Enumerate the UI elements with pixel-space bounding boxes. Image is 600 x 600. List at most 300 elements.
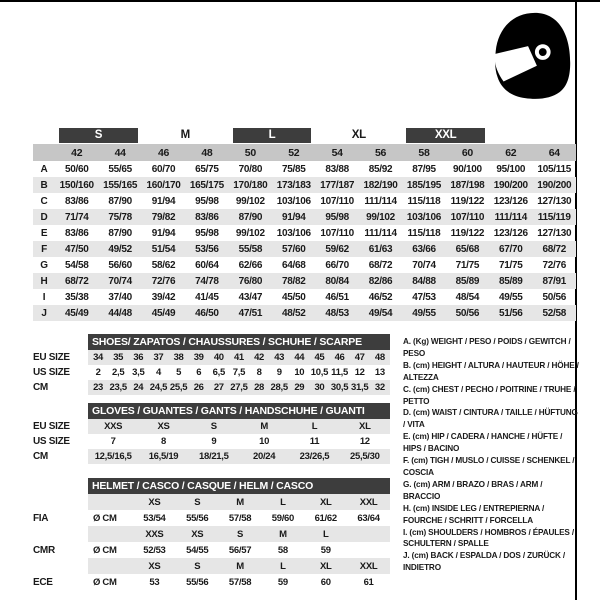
measurement-value: 39/42 (151, 291, 176, 303)
helmet-value: 54/55 (186, 544, 209, 556)
size-value: 11,5 (331, 367, 348, 378)
legend-item: I. (cm) SHOULDERS / HOMBROS / ÉPAULES / SCHULTERN / SPALLE (403, 527, 574, 549)
helmet-value: 53 (149, 576, 160, 588)
size-value: 7,5 (232, 367, 246, 378)
helmet-size: XS (133, 494, 176, 510)
measurement-value: 105/115 (537, 163, 571, 175)
measurement-row (33, 273, 576, 289)
row-letter: F (33, 241, 55, 257)
helmet-size (347, 526, 390, 542)
measurement-value: 55/65 (108, 163, 132, 175)
row-letter: I (42, 291, 46, 303)
measurement-value: 51/56 (489, 305, 532, 321)
helmet-size: L (261, 494, 304, 510)
measurement-value: 47/51 (229, 305, 272, 321)
section-title-row (33, 478, 390, 494)
size-value: 10 (259, 436, 270, 447)
size-value: 23/26,5 (289, 449, 339, 464)
measurement-value: 46/50 (185, 305, 228, 321)
helmet-value: 57/58 (228, 576, 252, 588)
measurement-value: 99/102 (359, 209, 402, 225)
measurement-value: 71/75 (455, 259, 480, 271)
helmet-value: 61/62 (314, 512, 337, 524)
size-value: 4 (155, 367, 161, 378)
size-value: 23 (88, 380, 108, 395)
measurement-value: 123/126 (493, 227, 528, 239)
measurement-value: 87/90 (108, 195, 132, 207)
size-row (33, 380, 390, 395)
size-number: 44 (98, 144, 141, 161)
size-value: 9 (211, 436, 217, 447)
size-value: 25,5 (169, 382, 188, 393)
racing-helmet-icon (482, 5, 580, 105)
measurement-value: 90/100 (452, 163, 482, 175)
measurement-row (33, 241, 576, 257)
size-value: 12,5/16,5 (88, 449, 138, 464)
size-number: 56 (359, 144, 402, 161)
size-value: 31,5 (351, 382, 369, 393)
helmet-size: XXS (133, 526, 176, 542)
size-value: 18/21,5 (189, 449, 239, 464)
measurement-value: 177/187 (315, 177, 358, 193)
size-value: 37 (148, 350, 168, 365)
measurement-value: 95/98 (315, 209, 358, 225)
measurement-value: 107/110 (320, 195, 354, 207)
size-value: 24,5 (149, 382, 168, 393)
helmet-size: XS (133, 558, 176, 574)
measurement-value: 53/56 (185, 241, 228, 257)
measurement-value: 49/52 (98, 241, 141, 257)
size-value: 47 (350, 350, 370, 365)
measurement-value: 80/84 (315, 273, 358, 289)
size-value: 41 (229, 350, 249, 365)
measurement-value: 84/88 (402, 273, 445, 289)
measurement-value: 165/175 (185, 177, 228, 193)
measurement-value: 91/94 (151, 227, 176, 239)
measurement-value: 49/54 (359, 305, 402, 321)
measurement-value: 75/85 (281, 163, 306, 175)
size-group-label: XXL (406, 128, 485, 143)
helmet-value-row (33, 510, 390, 526)
helmet-value: 59 (277, 576, 288, 588)
section-title-row (33, 403, 390, 419)
measurement-value: 59/62 (315, 241, 358, 257)
measurement-value: 71/75 (499, 259, 523, 271)
measurement-value: 85/92 (368, 163, 393, 175)
measurement-value: 99/102 (235, 195, 265, 207)
measurement-value: 60/64 (195, 259, 219, 271)
size-value: 25,5/30 (340, 449, 390, 464)
measurement-row (33, 177, 576, 193)
size-value: 10 (294, 367, 305, 378)
size-number: 58 (402, 144, 445, 161)
measurement-row (33, 257, 576, 273)
size-number: 50 (229, 144, 272, 161)
size-row (33, 434, 390, 449)
measurement-value: 62/66 (238, 259, 263, 271)
row-label: CM (33, 449, 88, 464)
size-value: 40 (209, 350, 229, 365)
measurement-value: 187/198 (446, 177, 489, 193)
measurement-value: 83/86 (64, 195, 89, 207)
helmet-value: 60 (320, 576, 331, 588)
size-number: 62 (489, 144, 532, 161)
measurement-value: 87/90 (108, 227, 132, 239)
measurement-value: 49/55 (402, 305, 445, 321)
helmet-size: M (219, 494, 262, 510)
size-group-label: XL (351, 128, 366, 141)
measurement-value: 107/110 (320, 227, 354, 239)
measurement-row (33, 193, 576, 209)
size-value: 39 (189, 350, 209, 365)
measurement-value: 64/68 (281, 259, 306, 271)
measurement-value: 95/100 (496, 163, 526, 175)
measurement-value: 83/86 (185, 209, 228, 225)
measurement-value: 51/54 (142, 241, 185, 257)
helmet-value: 52/53 (143, 544, 166, 556)
size-value: 6,5 (212, 367, 225, 378)
size-value: 27 (209, 380, 229, 395)
unit-label: Ø CM (93, 512, 117, 524)
measurement-value: 74/78 (185, 273, 228, 289)
standard-label: ECE (33, 574, 88, 590)
size-value: 34 (88, 350, 108, 365)
size-value: 10,5 (310, 367, 329, 378)
size-value: 28,5 (270, 382, 288, 393)
size-value: 43 (269, 350, 289, 365)
unit-label: Ø CM (93, 544, 117, 556)
measurement-value: 54/58 (64, 259, 89, 271)
row-letter: B (33, 177, 55, 193)
size-row (33, 449, 390, 464)
helmet-size: S (176, 558, 219, 574)
measurement-value: 87/91 (532, 273, 576, 289)
size-value: 48 (370, 350, 390, 365)
size-number: 46 (142, 144, 185, 161)
row-letter: H (33, 273, 55, 289)
helmet-size: XXL (347, 494, 390, 510)
measurement-value: 95/98 (195, 227, 219, 239)
measurement-value: 72/76 (142, 273, 185, 289)
helmet-size: S (176, 494, 219, 510)
helmet-value-row (33, 542, 390, 558)
size-value: 38 (169, 350, 189, 365)
measurement-row (33, 225, 576, 241)
gloves-size-table (33, 403, 390, 464)
helmet-value: 56/57 (228, 544, 252, 556)
size-value: 30 (309, 380, 329, 395)
size-value: 35 (108, 350, 128, 365)
row-label: EU SIZE (33, 350, 88, 365)
measurement-value: 52/58 (532, 305, 576, 321)
measurement-value: 155/165 (98, 177, 141, 193)
helmet-size-table (33, 478, 390, 590)
measurement-row (33, 209, 576, 225)
size-value: 32 (370, 380, 390, 395)
measurement-value: 182/190 (359, 177, 402, 193)
measurement-value: 83/86 (64, 227, 89, 239)
measurement-value: 150/160 (55, 177, 98, 193)
measurement-value: 87/95 (412, 163, 436, 175)
size-number: 42 (55, 144, 98, 161)
measurement-value: 173/183 (272, 177, 315, 193)
size-number: 54 (315, 144, 358, 161)
size-value: 20/24 (239, 449, 289, 464)
size-value: 7 (110, 436, 116, 447)
measurement-value: 99/102 (235, 227, 265, 239)
helmet-size: L (304, 526, 347, 542)
measurement-value: 103/106 (276, 195, 311, 207)
measurement-value: 111/114 (489, 209, 532, 225)
measurement-value: 35/38 (64, 291, 89, 303)
measurement-value: 76/80 (229, 273, 272, 289)
size-value: S (189, 419, 239, 434)
size-value: 8 (256, 367, 262, 378)
helmet-size-row (33, 558, 390, 574)
measurement-value: 185/195 (402, 177, 445, 193)
size-value: 46 (330, 350, 350, 365)
size-value: 13 (374, 367, 385, 378)
helmet-value-row (33, 574, 390, 590)
measurement-value: 170/180 (229, 177, 272, 193)
size-number: 52 (272, 144, 315, 161)
size-value: 24 (128, 380, 148, 395)
helmet-size: XS (176, 526, 219, 542)
measurement-value: 190/200 (532, 177, 576, 193)
measurement-value: 46/51 (325, 291, 349, 303)
measurement-value: 103/106 (276, 227, 311, 239)
size-value: 9 (276, 367, 282, 378)
measurement-value: 61/63 (359, 241, 402, 257)
measurement-value: 103/106 (402, 209, 445, 225)
measurement-value: 119/122 (450, 195, 485, 207)
size-value: 16,5/19 (138, 449, 188, 464)
size-number-row (33, 144, 576, 161)
row-label: CM (33, 380, 88, 395)
measurement-value: 72/76 (542, 259, 566, 271)
legend-item: C. (cm) CHEST / PECHO / POITRINE / TRUHE / PETTO (403, 384, 576, 406)
legend-item: E. (cm) HIP / CADERA / HANCHE / HÜFTE / HIPS / BACINO (403, 432, 563, 454)
measurement-value: 43/47 (238, 291, 263, 303)
row-letter: A (40, 163, 48, 175)
measurement-value: 45/50 (281, 291, 306, 303)
helmet-value: 59/60 (271, 512, 295, 524)
frame-top-border (0, 0, 600, 2)
helmet-value: 61 (363, 576, 374, 588)
helmet-value: 57/58 (228, 512, 252, 524)
legend-item: A. (Kg) WEIGHT / PESO / POIDS / GEWITCH / PESO (403, 337, 571, 358)
size-value: 12 (359, 436, 370, 447)
measurement-value: 55/58 (229, 241, 272, 257)
row-letter: E (40, 227, 48, 239)
measurement-value: 44/48 (98, 305, 141, 321)
measurement-value: 119/122 (450, 227, 485, 239)
textile-size-table (33, 126, 576, 321)
measurement-value: 50/56 (446, 305, 489, 321)
measurement-value: 91/94 (272, 209, 315, 225)
size-number: 64 (532, 144, 576, 161)
row-letter: G (40, 259, 48, 271)
measurement-value: 47/53 (412, 291, 436, 303)
legend-item: F. (cm) TIGH / MUSLO / CUISSE / SCHENKEL / COSCIA (403, 456, 575, 477)
measurement-value: 37/40 (108, 291, 132, 303)
helmet-value: 58 (277, 544, 288, 556)
measurement-value: 68/72 (55, 273, 98, 289)
measurement-value: 71/74 (55, 209, 98, 225)
measurement-value: 79/82 (142, 209, 185, 225)
helmet-value: 55/56 (186, 576, 209, 588)
measurement-value: 56/60 (108, 259, 132, 271)
size-number: 48 (185, 144, 228, 161)
size-value: 44 (289, 350, 309, 365)
helmet-value: 59 (320, 544, 331, 556)
helmet-size: XL (304, 558, 347, 574)
size-group-label (493, 128, 528, 143)
size-value: 26 (189, 380, 209, 395)
measurement-value: 85/89 (489, 273, 532, 289)
measurement-value: 67/70 (489, 241, 532, 257)
legend-item: G. (cm) ARM / BRAZO / BRAS / ARM / BRACCIO (403, 479, 543, 501)
size-value: 5 (176, 367, 182, 378)
helmet-size-row (33, 494, 390, 510)
size-value: 2,5 (112, 367, 125, 378)
size-value: M (239, 419, 289, 434)
measurement-value: 160/170 (142, 177, 185, 193)
size-value: 30,5 (330, 382, 349, 393)
measurement-value: 82/86 (359, 273, 402, 289)
section-title-row (33, 334, 390, 350)
measurement-row (33, 289, 576, 305)
size-value: 6 (196, 367, 202, 378)
size-value: 28 (249, 380, 269, 395)
size-value: 8 (161, 436, 166, 447)
measurement-value: 45/49 (142, 305, 185, 321)
unit-label: Ø CM (93, 576, 117, 588)
size-value: XS (138, 419, 188, 434)
measurement-value: 47/50 (55, 241, 98, 257)
helmet-size: M (261, 526, 304, 542)
measurement-legend (403, 336, 579, 574)
size-value: 3,5 (132, 367, 145, 378)
measurement-value: 45/49 (55, 305, 98, 321)
size-value: 27,5 (230, 382, 248, 393)
helmet-size: S (219, 526, 262, 542)
row-label: EU SIZE (33, 419, 88, 434)
size-group-label: M (180, 128, 190, 141)
helmet-size: M (219, 558, 262, 574)
helmet-size: L (261, 558, 304, 574)
size-value: 12 (354, 367, 365, 378)
measurement-value: 85/89 (446, 273, 489, 289)
section-title: SHOES/ ZAPATOS / CHAUSSURES / SCHUHE / SCARPE (88, 334, 390, 350)
helmet-value: 53/54 (143, 512, 166, 524)
measurement-value: 123/126 (493, 195, 528, 207)
standard-label: FIA (33, 510, 88, 526)
row-label: US SIZE (33, 434, 88, 449)
legend-item: H. (cm) INSIDE LEG / ENTREPIERNA / FOURCHE / SCHRITT / FORCELLA (403, 503, 545, 525)
measurement-value: 115/118 (407, 227, 441, 239)
measurement-value: 127/130 (537, 227, 572, 239)
measurement-value: 66/70 (325, 259, 349, 271)
helmet-size: XXL (347, 558, 390, 574)
legend-item: D. (cm) WAIST / CINTURA / TAILLE / HÜFTUNG / VITA (403, 408, 578, 430)
measurement-value: 78/82 (272, 273, 315, 289)
measurement-value: 107/110 (446, 209, 489, 225)
size-value: 2 (95, 367, 101, 378)
measurement-value: 48/53 (315, 305, 358, 321)
measurement-value: 60/70 (151, 163, 176, 175)
measurement-value: 68/72 (532, 241, 576, 257)
helmet-size: XL (304, 494, 347, 510)
measurement-value: 65/68 (446, 241, 489, 257)
measurement-value: 111/114 (364, 195, 397, 207)
measurement-value: 41/45 (195, 291, 219, 303)
measurement-value: 95/98 (195, 195, 219, 207)
measurement-value: 70/80 (238, 163, 263, 175)
measurement-value: 115/118 (407, 195, 441, 207)
standard-label: CMR (33, 542, 88, 558)
size-group-row (33, 126, 576, 144)
helmet-size-row (33, 526, 390, 542)
helmet-value: 55/56 (186, 512, 209, 524)
row-letter: J (33, 305, 55, 321)
measurement-value: 75/78 (98, 209, 141, 225)
helmet-value (347, 542, 390, 558)
measurement-value: 91/94 (151, 195, 176, 207)
row-letter: C (40, 195, 48, 207)
size-value: 42 (249, 350, 269, 365)
section-title: HELMET / CASCO / CASQUE / HELM / CASCO (88, 478, 390, 494)
measurement-value: 46/52 (368, 291, 393, 303)
size-row (33, 365, 390, 380)
size-value: 45 (309, 350, 329, 365)
row-label: US SIZE (33, 365, 88, 380)
size-row (33, 419, 390, 434)
measurement-row (33, 305, 576, 321)
row-letter: D (33, 209, 55, 225)
size-row (33, 350, 390, 365)
measurement-value: 50/56 (542, 291, 566, 303)
size-value: XL (340, 419, 390, 434)
measurement-value: 58/62 (151, 259, 176, 271)
measurement-value: 48/54 (455, 291, 480, 303)
measurement-row (33, 161, 576, 177)
legend-item: J. (cm) BACK / ESPALDA / DOS / ZURÜCK / INDIETRO (403, 551, 566, 573)
measurement-value: 87/90 (229, 209, 272, 225)
measurement-value: 63/66 (402, 241, 445, 257)
measurement-value: 190/200 (489, 177, 532, 193)
size-value: XXS (88, 419, 138, 434)
legend-item: B. (cm) HEIGHT / ALTURA / HAUTEUR / HÖHE / ALTEZZA (403, 360, 579, 382)
size-group-label: S (59, 128, 138, 143)
measurement-value: 70/74 (98, 273, 141, 289)
measurement-value: 68/72 (368, 259, 393, 271)
measurement-value: 57/60 (272, 241, 315, 257)
size-value: L (289, 419, 339, 434)
measurement-value: 49/55 (499, 291, 523, 303)
size-value: 23,5 (109, 382, 127, 393)
measurement-value: 127/130 (537, 195, 572, 207)
measurement-value: 50/60 (64, 163, 89, 175)
measurement-value: 83/88 (325, 163, 349, 175)
section-title: GLOVES / GUANTES / GANTS / HANDSCHUHE / GUANTI (88, 403, 390, 419)
measurement-value: 48/52 (272, 305, 315, 321)
helmet-value: 63/64 (357, 512, 380, 524)
size-value: 29 (289, 380, 309, 395)
size-group-label: L (233, 128, 312, 143)
measurement-value: 115/119 (532, 209, 576, 225)
measurement-value: 65/75 (195, 163, 219, 175)
